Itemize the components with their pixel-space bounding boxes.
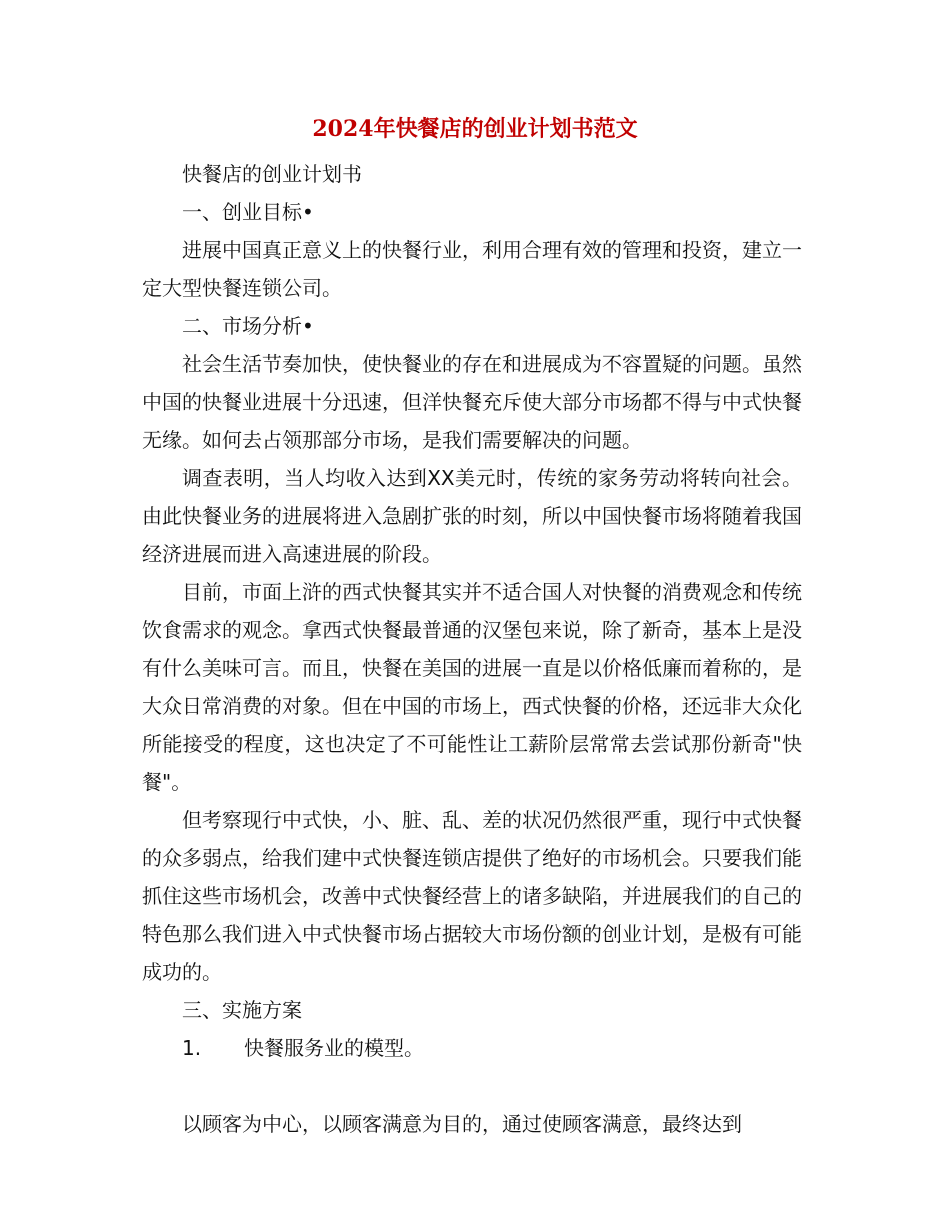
document-body [142,155,802,1143]
document-subtitle: 快餐店的创业计划书 [182,162,362,186]
section-3-list-item-1 [142,1029,802,1067]
section-2-paragraph-4: 但考察现行中式快，小、脏、乱、差的状况仍然很严重，现行中式快餐的众多弱点，给我们建中式快餐连锁店提供了绝好的市场机会。只要我们能抓住这些市场机会，改善中式快餐经营上的诸多缺陷，并进展我们的自己的特色那么我们进入中式快餐市场占据较大市场份额的创业计划，是极有可能成功的。 [142,808,802,984]
section-3-paragraph-1: 以顾客为中心，以顾客满意为目的，通过使顾客满意，最终达到 [182,1112,742,1136]
section-3-heading: 三、实施方案 [182,998,302,1022]
document-title: 2024年快餐店的创业计划书范文 [312,116,638,142]
blank-line [142,1067,802,1105]
section-2-paragraph-3: 目前，市面上浒的西式快餐其实并不适合国人对快餐的消费观念和传统饮食需求的观念。拿西式快餐最普通的汉堡包来说，除了新奇，基本上是没有什么美味可言。而且，快餐在美国的进展一直是以价格低廉而着称的，是大众日常消费的对象。但在中国的市场上，西式快餐的价格，还远非大众化所能接受的程度，这也决定了不可能性让工薪阶层常常去尝试那份新奇"快餐"。 [142,580,802,794]
section-2-paragraph-1: 社会生活节奏加快，使快餐业的存在和进展成为不容置疑的问题。虽然中国的快餐业进展十分迅速，但洋快餐充斥使大部分市场都不得与中式快餐无缘。如何去占领那部分市场，是我们需要解决的问题。 [142,352,802,452]
section-2-paragraph-2: 调查表明，当人均收入达到XX美元时，传统的家务劳动将转向社会。由此快餐业务的进展将进入急剧扩张的时刻，所以中国快餐市场将随着我国经济进展而进入高速进展的阶段。 [142,466,802,566]
section-2-heading: 二、市场分析• [182,314,314,338]
section-1-heading: 一、创业目标• [182,200,314,224]
list-item-number: 1. [182,1036,202,1060]
section-1-paragraph-1: 进展中国真正意义上的快餐行业，利用合理有效的管理和投资，建立一定大型快餐连锁公司。 [142,238,802,300]
list-item-text: 快餐服务业的模型。 [244,1036,424,1060]
